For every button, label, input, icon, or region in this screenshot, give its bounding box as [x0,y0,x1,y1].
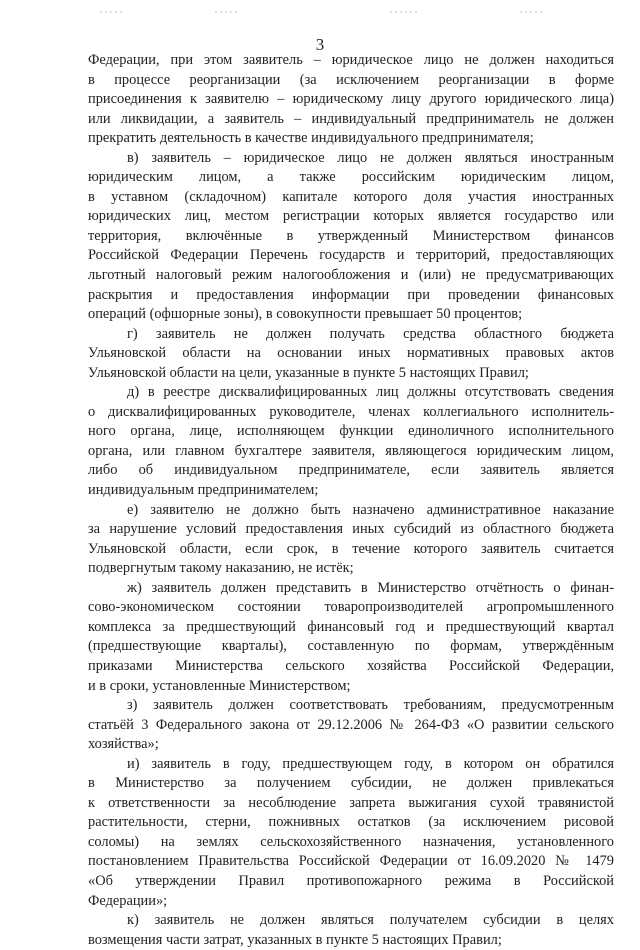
text-line: хозяйства»; [88,736,159,753]
text-line: в Министерство за получением субсидии, не должен привлекаться [88,775,614,792]
text-line: Федерации, при этом заявитель – юридическое лицо не должен находиться [88,52,614,68]
text-line: Ульяновской области, если срок, в течение которого заявитель считается [88,540,614,557]
text-line: е) заявителю не должно быть назначено административное наказание [127,501,614,518]
text-line: Ульяновской области на основании иных нормативных правовых актов [88,345,614,362]
text-line: постановлением Правительства Российской Федерации от 16.09.2020 № 1479 [88,853,614,870]
text-line: за нарушение условий предоставления иных субсидий из областного бюджета [88,521,614,538]
text-line: в уставном (складочном) капитале которого доля участия иностранных [88,188,614,205]
text-line: (предшествующие кварталы), составленную по формам, утверждённым [88,638,614,655]
text-line: юридическим лицом, а также российским юридическим лицом, [88,169,614,186]
document-body [88,51,614,950]
text-line: Российской Федерации Перечень государств и территорий, предоставляющих [88,247,614,264]
text-line: территория, включённые в утвержденный Министерством финансов [88,227,614,244]
text-line: «Об утверждении Правил противопожарного режима в Российской [88,872,614,889]
text-line: к ответственности за несоблюдение запрета выжигания сухой травянистой [88,794,614,811]
text-line: льготный налоговый режим налогообложения и (или) не предусматривающих [88,267,614,284]
text-line: индивидуальным предпринимателем; [88,482,319,499]
text-line: комплекса за предшествующий финансовый год и предшествующий квартал [88,618,614,635]
text-line: ж) заявитель должен представить в Министерство отчётность о финан- [127,579,614,596]
text-line: либо об индивидуальном предпринимателе, если заявитель является [88,462,614,479]
text-line: и) заявитель в году, предшествующем году, в котором он обратился [127,755,614,772]
text-line: г) заявитель не должен получать средства областного бюджета [127,325,614,342]
text-line: прекратить деятельность в качестве индивидуального предпринимателя; [88,130,534,147]
page-number: 3 [315,35,325,54]
text-line: раскрытия и предоставления информации при проведении финансовых [88,286,614,303]
text-line: соломы) на землях сельскохозяйственного назначения, установленного [88,833,614,850]
text-line: к) заявитель не должен являться получателем субсидии в целях [127,912,614,929]
text-line: в процессе реорганизации (за исключением реорганизации в форме [88,71,614,88]
text-line: операций (офшорные зоны), в совокупности превышает 50 процентов; [88,306,523,323]
text-line: ного органа, лице, исполняющем функции единоличного исполнительного [88,423,614,440]
text-line: Ульяновской области на цели, указанные в пункте 5 настоящих Правил; [88,364,529,381]
text-line: д) в реестре дисквалифицированных лиц должны отсутствовать сведения [127,384,614,401]
text-line: о дисквалифицированных руководителе, членах коллегиального исполнитель- [88,403,614,420]
text-line: или ликвидации, а заявитель – индивидуальный предприниматель не должен [88,110,614,127]
text-line: з) заявитель должен соответствовать требованиям, предусмотренным [127,697,614,714]
text-line: присоединения к заявителю – юридическому лицу другого юридического лица) [88,91,614,108]
text-line: органа, или главном бухгалтере заявителя, являющегося юридическим лицом, [88,442,614,459]
text-line: растительности, стерни, пожнивных остатков (за исключением рисовой [88,814,614,831]
text-line: подвергнутым такому наказанию, не истёк; [88,560,354,577]
text-line: статьёй 3 Федерального закона от 29.12.2006 № 264-ФЗ «О развитии сельского [88,716,614,733]
text-line: юридических лиц, местом регистрации которых является государство или [88,208,614,225]
text-line: приказами Министерства сельского хозяйства Российской Федерации, [88,657,614,674]
text-line: Федерации»; [88,892,168,909]
text-line: сово-экономическом состоянии товаропроизводителей агропромышленного [88,599,614,616]
text-line: и в сроки, установленные Министерством; [88,677,351,694]
text-line: возмещения части затрат, указанных в пункте 5 настоящих Правил; [88,931,502,948]
scan-artifact-marks [0,10,640,14]
text-line: в) заявитель – юридическое лицо не должен являться иностранным [127,149,614,166]
